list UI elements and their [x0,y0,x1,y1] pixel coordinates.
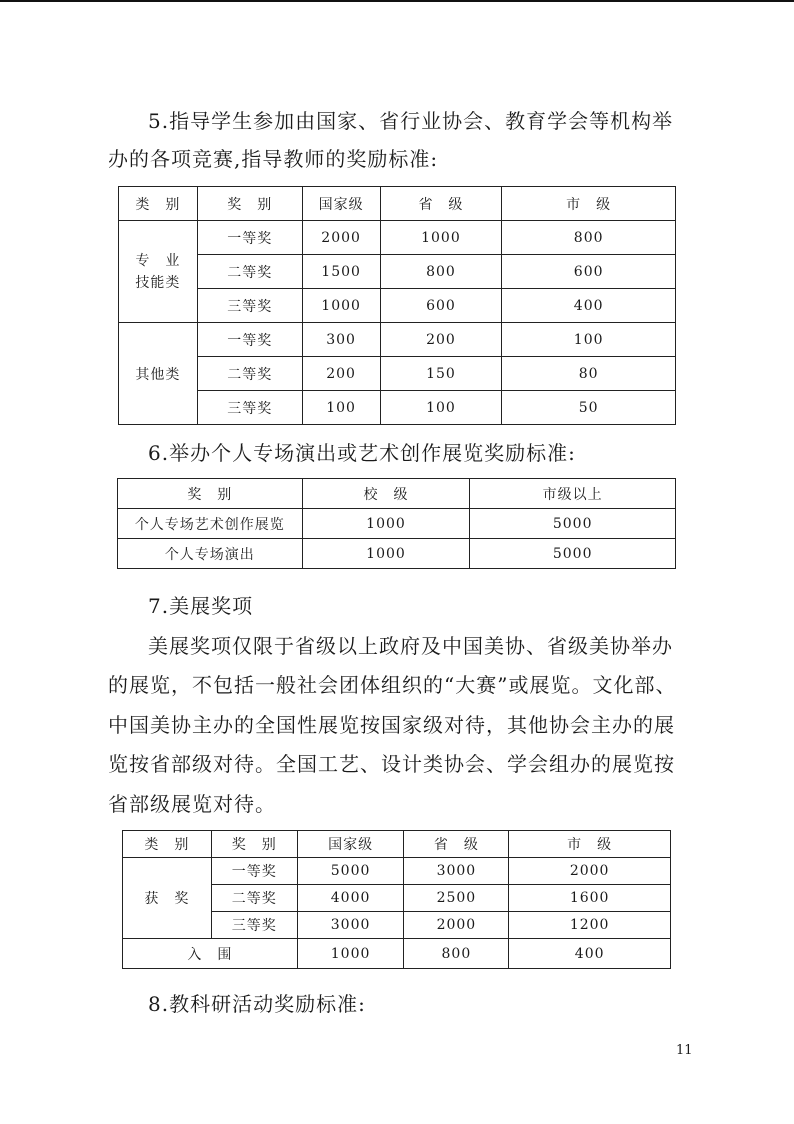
header-national: 国家级 [297,831,404,858]
section6-award-table [117,478,676,569]
section7-body-line: 中国美协主办的全国性展览按国家级对待，其他协会主办的展 [108,713,675,737]
table-row [118,509,676,539]
table-header-row [119,187,676,221]
city-cell: 1600 [509,885,671,912]
city-cell: 80 [502,357,676,391]
award-cell: 二等奖 [197,357,302,391]
header-school: 校 级 [302,479,470,509]
section5-title-line2: 办的各项竞赛,指导教师的奖励标准: [108,147,439,171]
city-cell: 400 [509,939,671,969]
provincial-cell: 1000 [380,221,502,255]
group-category: 获 奖 [123,858,212,939]
national-cell: 1000 [297,939,404,969]
award-cell: 二等奖 [211,885,297,912]
type-cell: 个人专场演出 [118,539,303,569]
award-cell: 三等奖 [197,289,302,323]
national-cell: 1000 [302,289,380,323]
table-header-row [123,831,671,858]
city-above-cell: 5000 [470,539,676,569]
city-cell: 1200 [509,912,671,939]
city-cell: 50 [502,391,676,425]
city-cell: 600 [502,255,676,289]
provincial-cell: 100 [380,391,502,425]
provincial-cell: 200 [380,323,502,357]
provincial-cell: 800 [380,255,502,289]
header-award: 奖 别 [211,831,297,858]
section5-title-line1: 5.指导学生参加由国家、省行业协会、教育学会等机构举 [148,109,674,133]
section7-award-table [122,830,671,969]
table-header-row [118,479,676,509]
table-row [119,357,676,391]
header-category: 类 别 [123,831,212,858]
award-cell: 一等奖 [197,323,302,357]
award-cell: 二等奖 [197,255,302,289]
type-cell: 个人专场艺术创作展览 [118,509,303,539]
national-cell: 200 [302,357,380,391]
provincial-cell: 150 [380,357,502,391]
section7-body-line: 览按省部级对待。全国工艺、设计类协会、学会组办的展览按 [108,752,675,776]
table-row [119,221,676,255]
header-city: 市 级 [502,187,676,221]
city-cell: 400 [502,289,676,323]
national-cell: 1500 [302,255,380,289]
header-award-type: 奖 别 [118,479,303,509]
national-cell: 4000 [297,885,404,912]
page-number: 11 [676,1043,693,1058]
group-category: 其他类 [119,323,198,425]
national-cell: 3000 [297,912,404,939]
section8-title: 8.教科研活动奖励标准: [148,992,366,1016]
section7-body-line: 美展奖项仅限于省级以上政府及中国美协、省级美协举办 [148,634,673,658]
section7-title: 7.美展奖项 [148,594,254,618]
section6-title: 6.举办个人专场演出或艺术创作展览奖励标准: [148,441,576,465]
table-row [119,391,676,425]
section5-award-table [118,186,676,425]
table-row [119,289,676,323]
table-row-shortlist [123,939,671,969]
table-row [119,255,676,289]
shortlist-label: 入 围 [123,939,298,969]
national-cell: 300 [302,323,380,357]
city-above-cell: 5000 [470,509,676,539]
national-cell: 2000 [302,221,380,255]
national-cell: 100 [302,391,380,425]
provincial-cell: 600 [380,289,502,323]
header-national: 国家级 [302,187,380,221]
city-cell: 800 [502,221,676,255]
group-category: 专 业 技能类 [119,221,198,323]
award-cell: 一等奖 [197,221,302,255]
page-top-border [0,0,794,2]
city-cell: 100 [502,323,676,357]
header-award: 奖 别 [197,187,302,221]
provincial-cell: 3000 [404,858,509,885]
school-cell: 1000 [302,539,470,569]
header-provincial: 省 级 [404,831,509,858]
header-city-above: 市级以上 [470,479,676,509]
table-row [118,539,676,569]
award-cell: 一等奖 [211,858,297,885]
provincial-cell: 800 [404,939,509,969]
school-cell: 1000 [302,509,470,539]
section7-body-line: 的展览，不包括一般社会团体组织的“大赛”或展览。文化部、 [108,673,677,697]
header-provincial: 省 级 [380,187,502,221]
table-row [123,858,671,885]
header-category: 类 别 [119,187,198,221]
table-row [119,323,676,357]
provincial-cell: 2500 [404,885,509,912]
section7-body-line: 省部级展览对待。 [108,792,276,816]
city-cell: 2000 [509,858,671,885]
national-cell: 5000 [297,858,404,885]
award-cell: 三等奖 [197,391,302,425]
header-city: 市 级 [509,831,671,858]
provincial-cell: 2000 [404,912,509,939]
award-cell: 三等奖 [211,912,297,939]
